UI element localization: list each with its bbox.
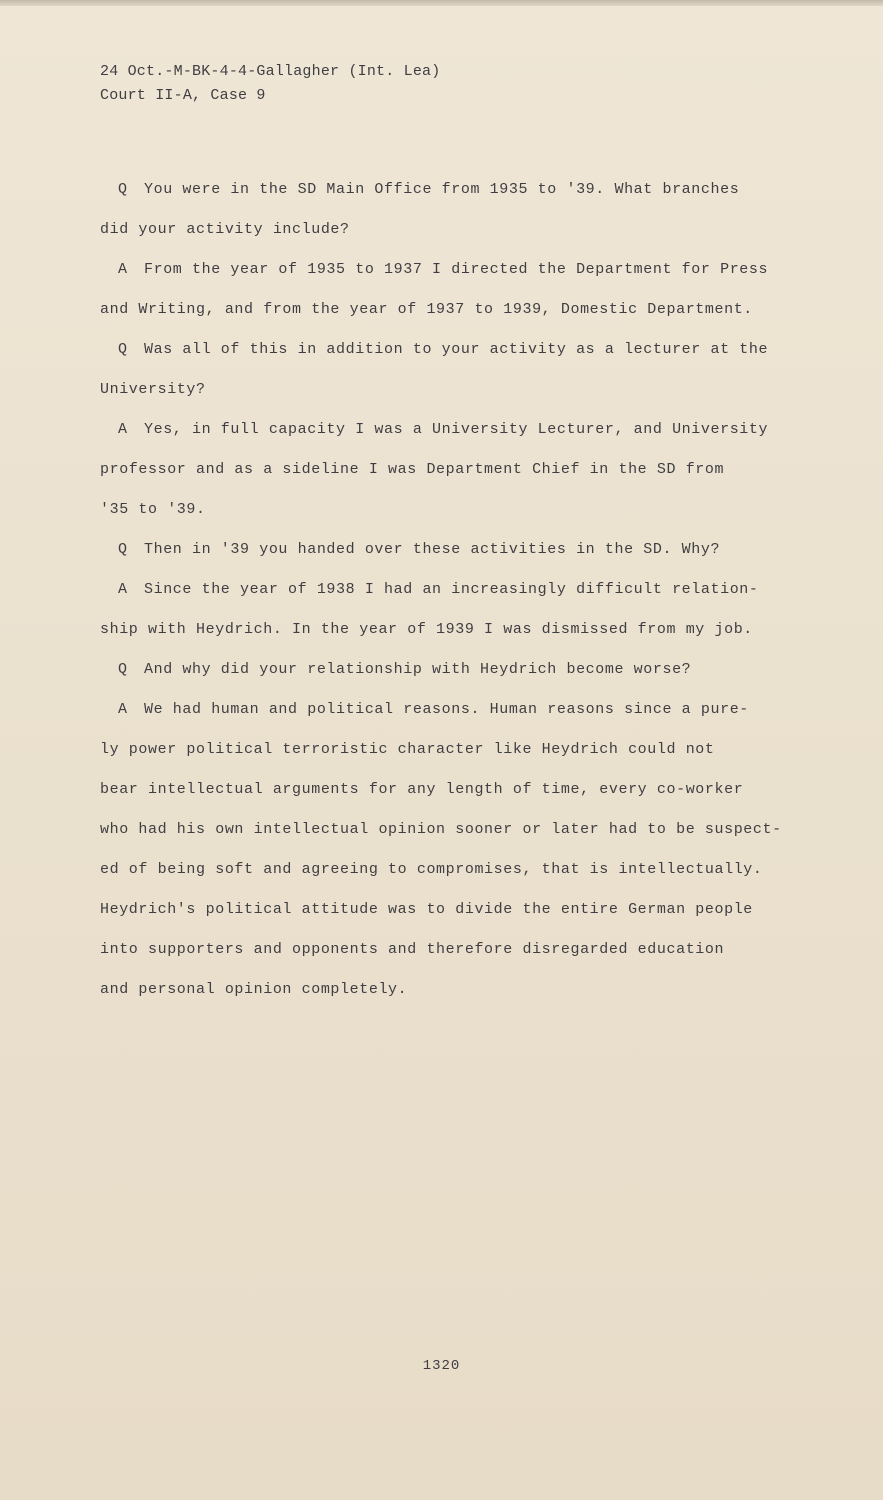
text-line: did your activity include? (100, 221, 350, 238)
line-text: From the year of 1935 to 1937 I directed the Department for Press (144, 261, 769, 278)
answer-paragraph (100, 570, 790, 650)
text-line (100, 690, 790, 730)
text-line (100, 410, 790, 450)
speaker-label: A (118, 581, 128, 598)
speaker-label: A (118, 261, 128, 278)
document-header (100, 60, 440, 108)
answer-paragraph (100, 690, 790, 1010)
text-line: into supporters and opponents and therefore disregarded education (100, 941, 725, 958)
text-line: ly power political terroristic character like Heydrich could not (100, 741, 715, 758)
line-text: Was all of this in addition to your activity as a lecturer at the (144, 341, 769, 358)
text-line: and personal opinion completely. (100, 981, 408, 998)
text-line (100, 250, 790, 290)
text-line (100, 170, 790, 210)
speaker-label: Q (118, 661, 128, 678)
speaker-label: Q (118, 541, 128, 558)
testimony-body (100, 170, 790, 1010)
answer-paragraph (100, 410, 790, 530)
text-line: University? (100, 381, 206, 398)
speaker-label: A (118, 421, 128, 438)
answer-paragraph (100, 250, 790, 330)
text-line: ship with Heydrich. In the year of 1939 I was dismissed from my job. (100, 621, 753, 638)
speaker-label: A (118, 701, 128, 718)
line-text: And why did your relationship with Heydrich become worse? (144, 661, 692, 678)
question-paragraph (100, 330, 790, 410)
text-line: ed of being soft and agreeing to compromises, that is intellectually. (100, 861, 763, 878)
page-top-edge (0, 0, 883, 6)
speaker-label: Q (118, 341, 128, 358)
question-paragraph (100, 170, 790, 250)
line-text: Since the year of 1938 I had an increasingly difficult relation- (144, 581, 759, 598)
line-text: You were in the SD Main Office from 1935 to '39. What branches (144, 181, 740, 198)
header-line-1: 24 Oct.-M-BK-4-4-Gallagher (Int. Lea) (100, 63, 441, 80)
text-line (100, 650, 790, 690)
text-line (100, 530, 790, 570)
question-paragraph (100, 650, 790, 690)
text-line: professor and as a sideline I was Department Chief in the SD from (100, 461, 725, 478)
text-line (100, 570, 790, 610)
question-paragraph (100, 530, 790, 570)
speaker-label: Q (118, 181, 128, 198)
header-line-2: Court II-A, Case 9 (100, 87, 266, 104)
line-text: Yes, in full capacity I was a University Lecturer, and University (144, 421, 769, 438)
line-text: Then in '39 you handed over these activities in the SD. Why? (144, 541, 721, 558)
line-text: We had human and political reasons. Human reasons since a pure- (144, 701, 749, 718)
page-number: 1320 (422, 1358, 461, 1374)
text-line: who had his own intellectual opinion sooner or later had to be suspect- (100, 821, 782, 838)
text-line: '35 to '39. (100, 501, 206, 518)
text-line: Heydrich's political attitude was to divide the entire German people (100, 901, 753, 918)
text-line: and Writing, and from the year of 1937 to 1939, Domestic Department. (100, 301, 753, 318)
text-line (100, 330, 790, 370)
text-line: bear intellectual arguments for any length of time, every co-worker (100, 781, 744, 798)
